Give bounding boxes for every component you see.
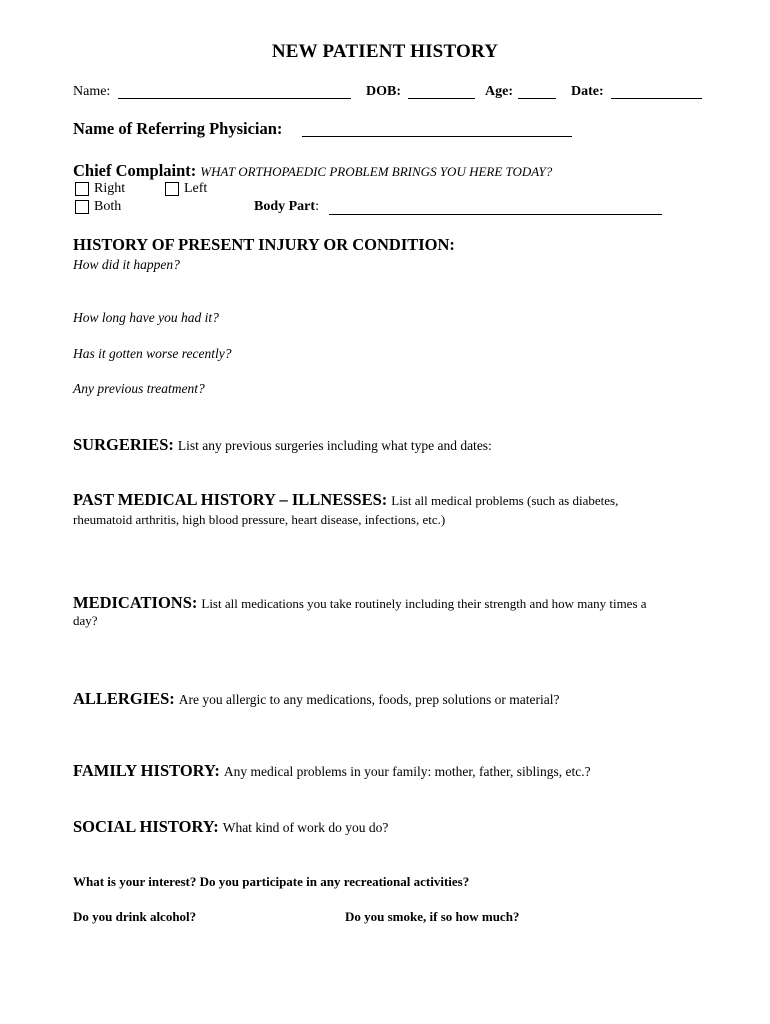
worse-recently-question: Has it gotten worse recently? (73, 346, 232, 361)
alcohol-question: Do you drink alcohol? (73, 909, 197, 924)
medications-description: List all medications you take routinely including their strength and how many times a (201, 596, 647, 611)
name-field[interactable] (118, 98, 351, 99)
allergies-heading: ALLERGIES: (73, 689, 175, 708)
left-option-label: Left (184, 181, 208, 196)
past-medical-description: List all medical problems (such as diabetes, (391, 493, 619, 508)
family-history-section (73, 761, 591, 781)
family-history-heading: FAMILY HISTORY: (73, 761, 220, 780)
age-label: Age: (485, 84, 513, 99)
medications-heading: MEDICATIONS: (73, 593, 198, 612)
body-part-field[interactable] (329, 214, 662, 215)
chief-complaint-prompt: WHAT ORTHOPAEDIC PROBLEM BRINGS YOU HERE TODAY? (200, 164, 553, 179)
recreational-activities-question: What is your interest? Do you participate in any recreational activities? (73, 874, 470, 889)
allergies-section (73, 689, 559, 709)
social-history-section (73, 817, 388, 837)
left-checkbox[interactable] (165, 182, 179, 196)
family-history-description: Any medical problems in your family: mother, father, siblings, etc.? (223, 764, 591, 779)
age-field[interactable] (518, 98, 556, 99)
referring-physician-field[interactable] (302, 136, 572, 137)
how-did-it-happen-question: How did it happen? (73, 257, 180, 272)
name-label: Name: (73, 84, 111, 99)
previous-treatment-question: Any previous treatment? (73, 381, 205, 396)
past-medical-heading: PAST MEDICAL HISTORY – ILLNESSES: (73, 490, 388, 509)
both-checkbox[interactable] (75, 200, 89, 214)
right-checkbox[interactable] (75, 182, 89, 196)
surgeries-description: List any previous surgeries including what type and dates: (177, 438, 492, 453)
body-part-colon: : (315, 199, 319, 214)
social-history-heading: SOCIAL HISTORY: (73, 817, 219, 836)
medications-description-cont: day? (73, 613, 98, 628)
past-medical-description-cont: rheumatoid arthritis, high blood pressure, heart disease, infections, etc.) (73, 512, 446, 527)
page-title: NEW PATIENT HISTORY (271, 41, 499, 62)
body-part-row (254, 199, 319, 215)
smoking-question: Do you smoke, if so how much? (345, 909, 520, 924)
allergies-description: Are you allergic to any medications, foods, prep solutions or material? (178, 692, 560, 707)
how-long-question: How long have you had it? (73, 310, 219, 325)
date-label: Date: (571, 84, 604, 99)
medications-section (73, 593, 647, 613)
history-present-heading: HISTORY OF PRESENT INJURY OR CONDITION: (73, 235, 455, 254)
referring-physician-label: Name of Referring Physician: (73, 119, 283, 138)
both-option-label: Both (94, 199, 122, 214)
past-medical-section (73, 490, 618, 510)
surgeries-heading: SURGERIES: (73, 435, 174, 454)
social-history-description: What kind of work do you do? (222, 820, 389, 835)
dob-field[interactable] (408, 98, 475, 99)
surgeries-section (73, 435, 492, 455)
chief-complaint-row (73, 161, 552, 181)
chief-complaint-label: Chief Complaint: (73, 161, 197, 180)
date-field[interactable] (611, 98, 702, 99)
body-part-label: Body Part (254, 199, 316, 214)
right-option-label: Right (94, 181, 126, 196)
dob-label: DOB: (366, 84, 401, 99)
